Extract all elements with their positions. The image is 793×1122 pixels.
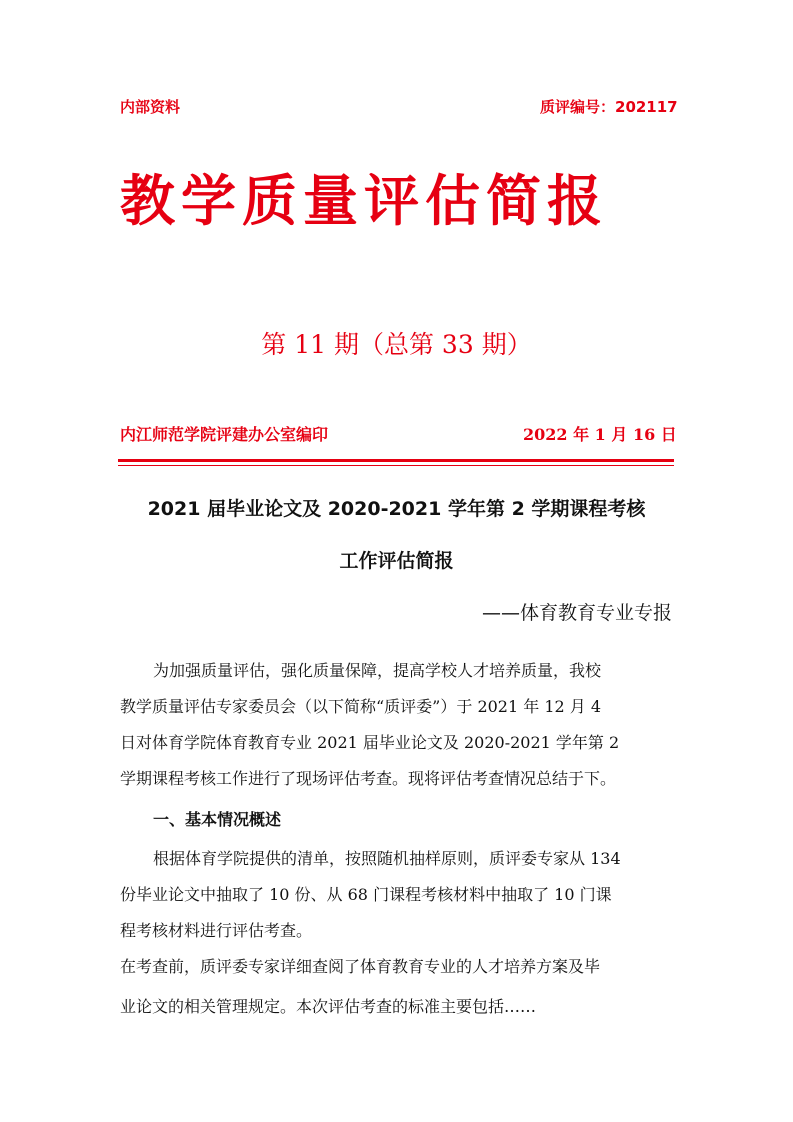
article-subtitle: ——体育教育专业专报	[481, 602, 672, 624]
divider-thin	[118, 465, 674, 466]
paragraph-line: 程考核材料进行评估考查。	[120, 921, 313, 940]
publication-date: 2022 年 1 月 16 日	[523, 425, 677, 444]
paragraph-line: 根据体育学院提供的清单，按照随机抽样原则，质评委专家从 134	[153, 849, 621, 868]
paragraph-line: 业论文的相关管理规定。本次评估考查的标准主要包括……	[120, 997, 537, 1016]
article-title-line1: 2021 届毕业论文及 2020-2021 学年第 2 学期课程考核	[147, 498, 646, 520]
paragraph-line: 份毕业论文中抽取了 10 份、从 68 门课程考核材料中抽取了 10 门课	[120, 885, 612, 904]
internal-material-label: 内部资料	[120, 98, 181, 116]
paragraph-line: 教学质量评估专家委员会（以下简称“质评委”）于 2021 年 12 月 4	[120, 697, 602, 716]
paragraph-line: 在考查前，质评委专家详细查阅了体育教育专业的人才培养方案及毕	[120, 957, 601, 976]
paragraph-line: 学期课程考核工作进行了现场评估考查。现将评估考查情况总结于下。	[120, 769, 617, 788]
paragraph-line: 为加强质量评估，强化质量保障，提高学校人才培养质量，我校	[153, 661, 602, 680]
publisher: 内江师范学院评建办公室编印	[120, 425, 329, 444]
serial-number: 质评编号：202117	[540, 98, 678, 116]
paragraph-line: 日对体育学院体育教育专业 2021 届毕业论文及 2020-2021 学年第 2	[120, 733, 620, 752]
section-heading: 一、基本情况概述	[153, 810, 282, 829]
masthead-title: 教学质量评估简报	[120, 169, 609, 233]
divider-thick	[118, 459, 674, 462]
issue-number: 第 11 期（总第 33 期）	[261, 330, 532, 359]
article-title-line2: 工作评估简报	[339, 550, 454, 572]
